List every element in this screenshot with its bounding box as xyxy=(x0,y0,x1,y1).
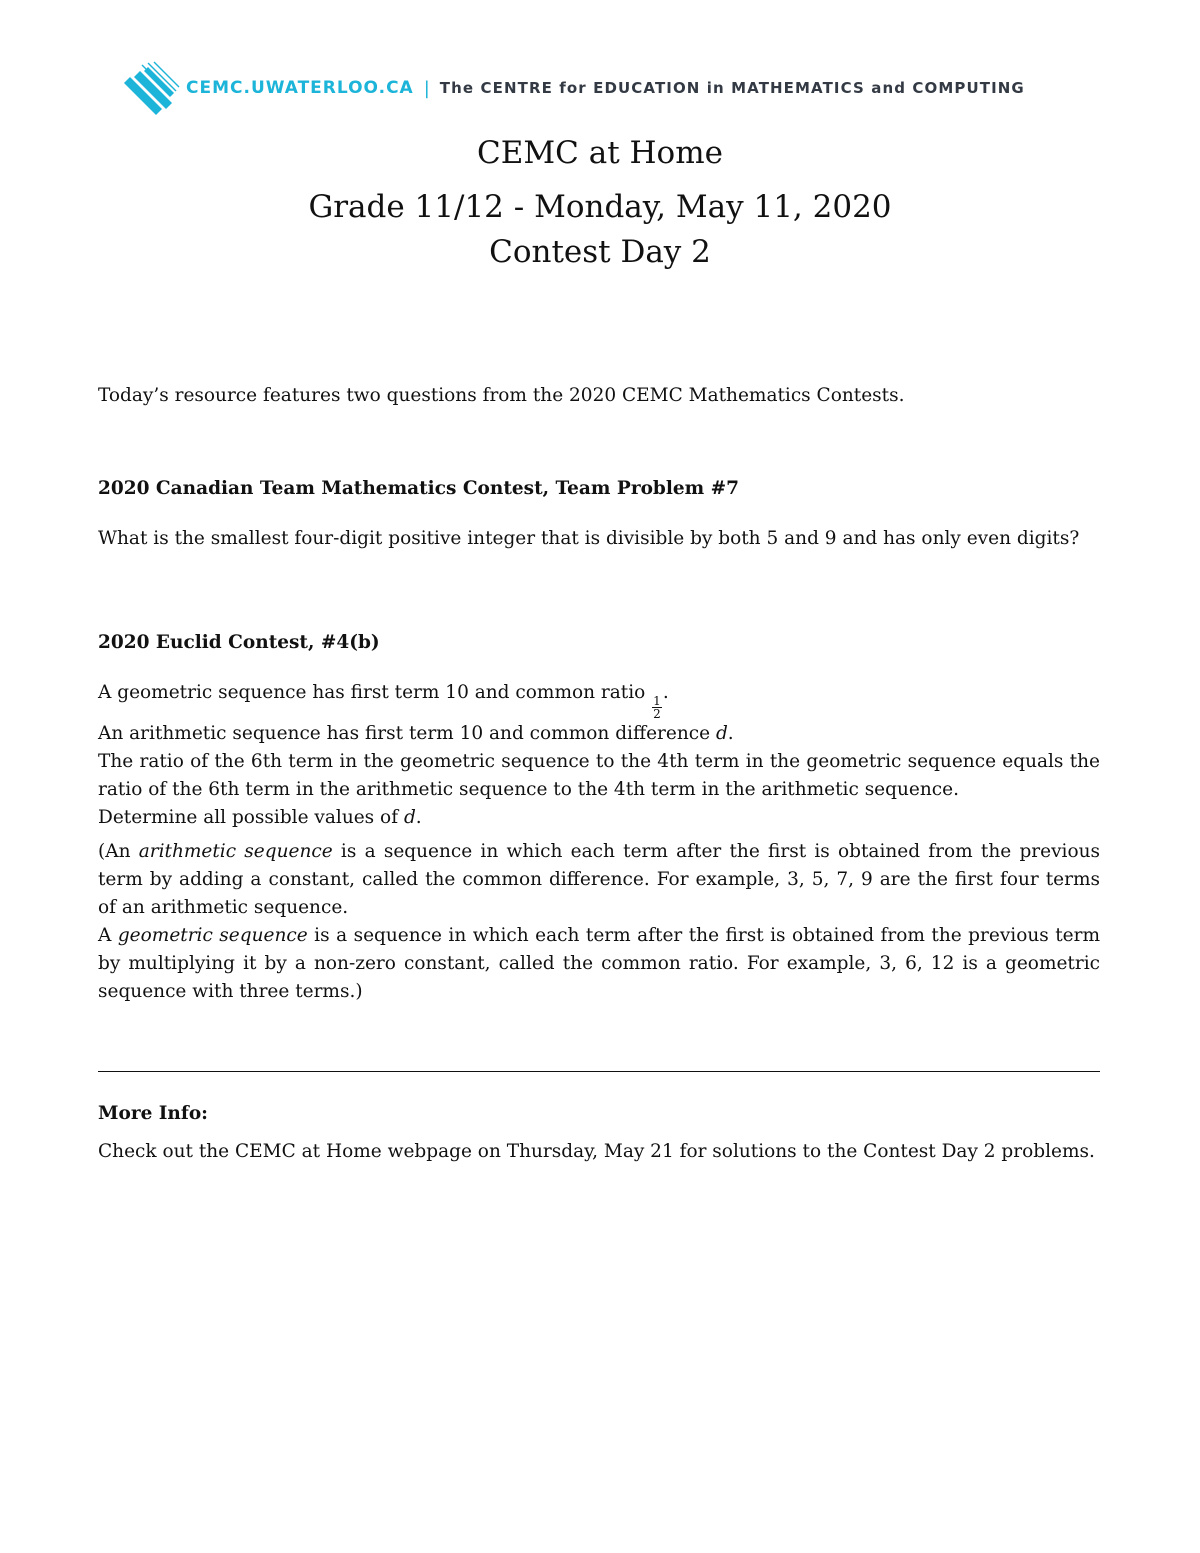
contest-day-title: Contest Day 2 xyxy=(489,234,711,270)
problem-2-line-1: A geometric sequence has first term 10 and common ratio $\frac{1}{2}$ . xyxy=(98,682,669,721)
header-separator: | xyxy=(423,77,430,99)
page-title: CEMC at Home xyxy=(477,135,723,171)
page-subtitle: Grade 11/12 - Monday, May 11, 2020 xyxy=(308,189,892,225)
intro-text: Today’s resource features two questions from the 2020 CEMC Mathematics Contests. xyxy=(98,385,905,406)
arithmetic-note: (An arithmetic sequence is a sequence in which each term after the first is obtained from the previous term by adding a constant, called the common difference. For example, 3, 5, 7, 9 are the first four terms of an arithmetic sequence. xyxy=(98,841,1100,918)
more-info-text: Check out the CEMC at Home webpage on Thursday, May 21 for solutions to the Contest Day 2 problems. xyxy=(98,1141,1095,1162)
problem-2-heading: 2020 Euclid Contest, #4(b) xyxy=(98,632,380,653)
geometric-note: A geometric sequence is a sequence in which each term after the first is obtained from the previous term by multiplying it by a non-zero constant, called the common ratio. For example, 3, 6, 12 is a geometric sequence with three terms.) xyxy=(98,925,1100,1002)
site-link[interactable]: CEMC.UWATERLOO.CA xyxy=(186,78,414,98)
problem-1-text: What is the smallest four-digit positive integer that is divisible by both 5 and 9 and has only even digits? xyxy=(98,528,1080,549)
problem-2-line-3: The ratio of the 6th term in the geometric sequence to the 4th term in the geometric sequence equals the ratio of the 6th term in the arithmetic sequence to the 4th term in the arithmetic sequence. xyxy=(98,751,1100,800)
problem-2 xyxy=(98,629,1100,1006)
section-divider xyxy=(98,1071,1100,1072)
more-info-heading: More Info: xyxy=(98,1103,209,1124)
problem-2-line-2: An arithmetic sequence has first term 10 and common difference d. xyxy=(98,723,734,744)
cemc-logo-icon xyxy=(122,61,180,115)
problem-1 xyxy=(98,475,1100,553)
problem-2-line-4: Determine all possible values of d. xyxy=(98,807,422,828)
centre-name: The CENTRE for EDUCATION in MATHEMATICS and COMPUTING xyxy=(439,79,1025,97)
page-header xyxy=(122,60,1082,116)
ratio-fraction: $\frac{1}{2}$ xyxy=(653,694,661,721)
problem-1-heading: 2020 Canadian Team Mathematics Contest, Team Problem #7 xyxy=(98,478,740,499)
more-info xyxy=(98,1100,1100,1166)
